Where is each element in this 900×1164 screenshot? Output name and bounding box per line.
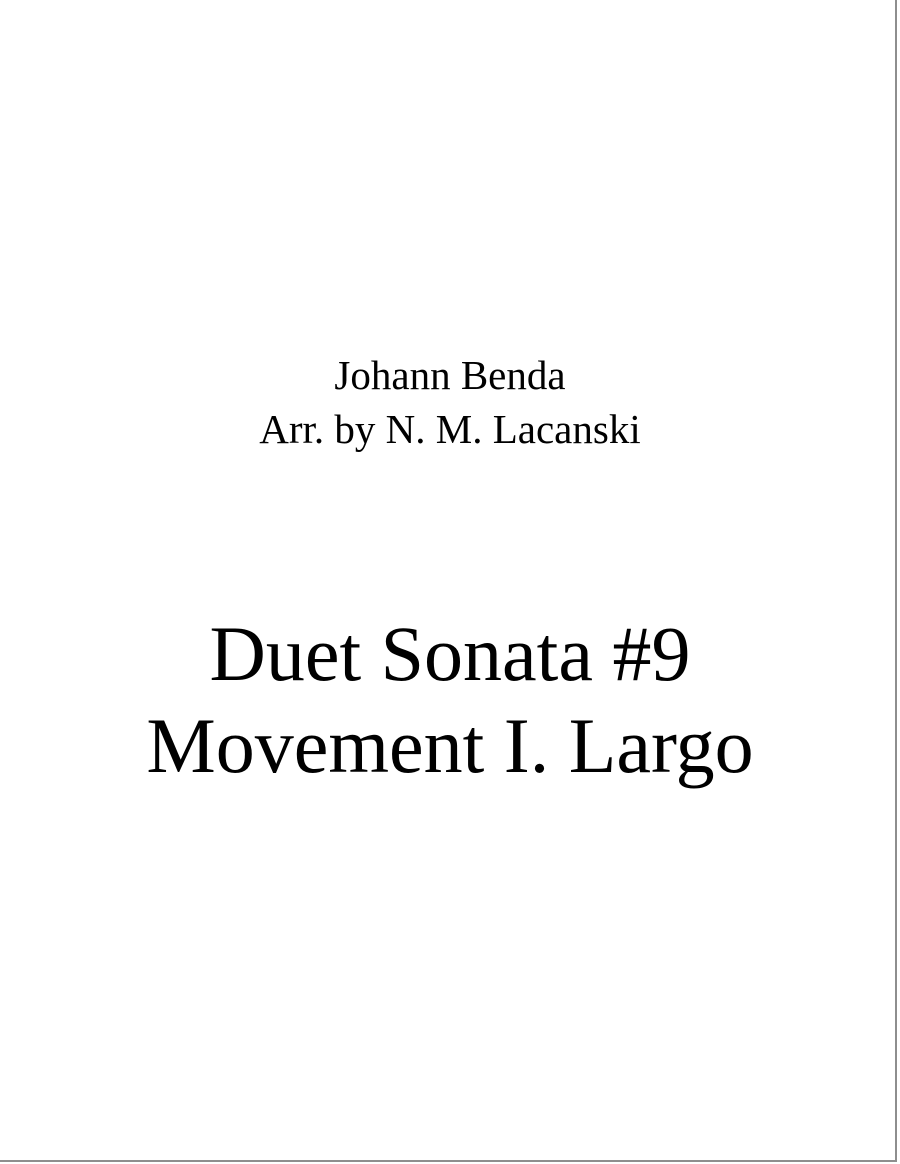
arranger-credit: Arr. by N. M. Lacanski xyxy=(259,406,641,452)
page-edge-bottom xyxy=(0,1160,897,1162)
movement-subtitle: Movement I. Largo xyxy=(146,702,754,789)
page-edge-right xyxy=(895,0,897,1162)
composer-block xyxy=(0,348,900,456)
title-block xyxy=(0,608,900,792)
piece-title: Duet Sonata #9 xyxy=(209,610,691,697)
composer-name: Johann Benda xyxy=(334,352,566,398)
